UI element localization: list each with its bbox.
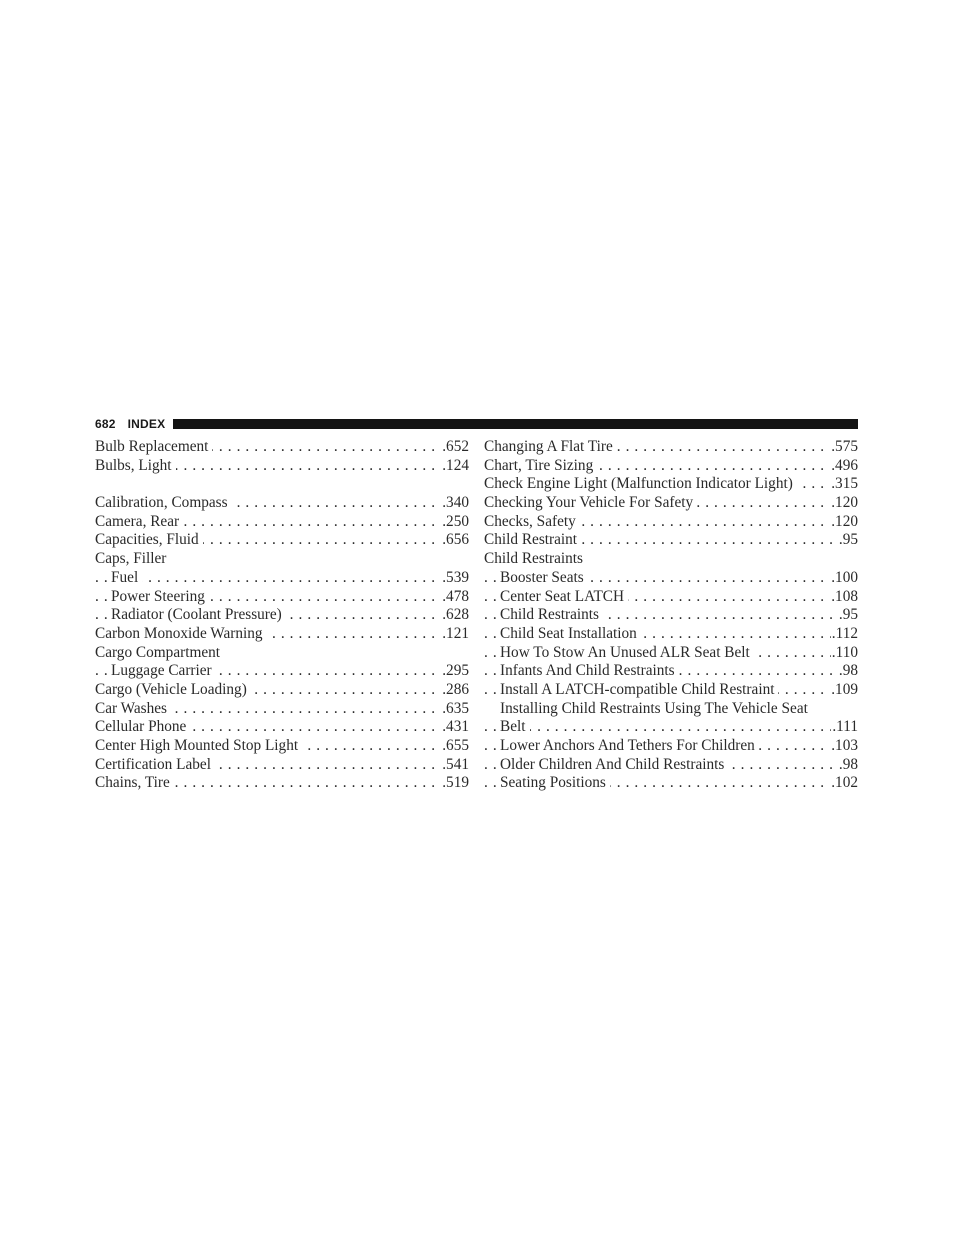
index-entry-label: Caps, Filler <box>95 550 170 567</box>
index-entry <box>484 475 858 494</box>
index-entry <box>95 644 469 663</box>
index-entry <box>95 457 469 476</box>
index-entry-page: .100 <box>831 568 858 586</box>
index-entry-page: .102 <box>831 774 858 792</box>
index-entry <box>95 756 469 775</box>
index-entry-page: .103 <box>831 737 858 754</box>
index-entry-label: Chains, Tire <box>95 774 174 791</box>
index-entry <box>95 494 469 513</box>
index-entry-page: .120 <box>831 494 858 512</box>
index-entry-page: .652 <box>442 438 469 455</box>
index-entry <box>484 700 858 719</box>
index-entry-page: .656 <box>442 531 469 549</box>
index-entry-label: Booster Seats <box>500 569 588 586</box>
index-entry <box>484 550 858 569</box>
index-entry-page: .655 <box>442 737 469 754</box>
index-entry-label: Child Restraint <box>484 531 581 548</box>
index-entry <box>95 531 469 550</box>
index-entry <box>95 700 469 719</box>
index-entry-label: Bulbs, Light <box>95 457 176 474</box>
index-entry-label: Lower Anchors And Tethers For Children <box>500 737 759 754</box>
index-entry <box>484 513 858 532</box>
index-column-right <box>484 438 858 793</box>
index-entry-label: Checking Your Vehicle For Safety <box>484 494 697 511</box>
index-entry-label: Certification Label <box>95 756 215 773</box>
index-entry-label: Child Restraints <box>500 606 603 623</box>
index-entry <box>484 457 858 476</box>
index-entry-label: Installing Child Restraints Using The Vehicle Seat <box>500 700 812 717</box>
index-entry-page: .496 <box>831 456 858 474</box>
index-entry-page: .109 <box>831 680 858 698</box>
index-entry-page: .431 <box>442 718 469 736</box>
page-number: 682 <box>95 417 116 431</box>
index-entry <box>95 662 469 681</box>
index-entry-label: Infants And Child Restraints <box>500 662 679 679</box>
index-entry <box>95 737 469 756</box>
index-entry-page: .628 <box>442 606 469 624</box>
index-entry-page: .95 <box>838 531 858 549</box>
index-entry-page: .286 <box>442 680 469 698</box>
index-entry-label: Install A LATCH-compatible Child Restraint <box>500 681 778 698</box>
index-entry-page: .340 <box>442 494 469 512</box>
index-entry-page: .120 <box>831 512 858 530</box>
index-entry <box>484 625 858 644</box>
index-entry-page: .110 <box>831 643 858 661</box>
section-title: INDEX <box>127 417 166 431</box>
index-entry-page: .575 <box>831 438 858 455</box>
index-entry-label: Seating Positions <box>500 774 610 791</box>
index-entry-label: Luggage Carrier <box>111 662 216 679</box>
index-entry <box>484 569 858 588</box>
index-entry-page: .635 <box>442 699 469 717</box>
index-entry <box>484 531 858 550</box>
index-entry-page: .124 <box>442 456 469 474</box>
index-column-left <box>95 438 469 793</box>
index-entry <box>484 644 858 663</box>
index-entry-label: Cellular Phone <box>95 718 190 735</box>
index-entry <box>95 550 469 569</box>
index-entry-page: .121 <box>442 624 469 642</box>
index-entry <box>95 681 469 700</box>
index-entry-label: Older Children And Child Restraints <box>500 756 728 773</box>
index-entry-label: How To Stow An Unused ALR Seat Belt <box>500 644 754 661</box>
index-entry-label: Car Washes <box>95 700 171 717</box>
index-entry-label: Cargo Compartment <box>95 644 224 661</box>
index-entry-page: .315 <box>831 475 858 493</box>
index-entry-page: .95 <box>838 606 858 624</box>
index-entry-page: .98 <box>838 662 858 680</box>
index-entry-page: .250 <box>442 512 469 530</box>
index-entry-page: .478 <box>442 587 469 605</box>
index-entry-page: .112 <box>831 624 858 642</box>
index-entry-label: Changing A Flat Tire <box>484 438 617 455</box>
index-entry-label: Carbon Monoxide Warning <box>95 625 267 642</box>
index-entry <box>95 588 469 607</box>
index-entry-label: Child Restraints <box>484 550 587 567</box>
index-entry <box>484 681 858 700</box>
index-entry-page: .295 <box>442 662 469 680</box>
index-entry <box>484 438 858 457</box>
index-entry-label: Child Seat Installation <box>500 625 641 642</box>
index-entry-label: Calibration, Compass <box>95 494 232 511</box>
index-entry <box>95 475 469 494</box>
index-entry-label: Center High Mounted Stop Light <box>95 737 302 754</box>
index-entry <box>484 494 858 513</box>
index-entry-page: .108 <box>831 587 858 605</box>
index-entry-label: Center Seat LATCH <box>500 588 628 605</box>
index-entry-label: Camera, Rear <box>95 513 183 530</box>
index-entry-page: .519 <box>442 774 469 792</box>
index-entry-label: Radiator (Coolant Pressure) <box>111 606 286 623</box>
index-entry-label: Checks, Safety <box>484 513 580 530</box>
index-entry <box>95 774 469 793</box>
index-entry-label: Cargo (Vehicle Loading) <box>95 681 251 698</box>
index-entry <box>484 588 858 607</box>
index-entry <box>484 756 858 775</box>
index-entry-label: Check Engine Light (Malfunction Indicator Light) <box>484 475 797 492</box>
index-entry-label: Bulb Replacement <box>95 438 212 455</box>
index-entry <box>484 606 858 625</box>
index-entry <box>95 569 469 588</box>
page-header <box>95 417 858 431</box>
index-entry-page: .111 <box>832 718 858 736</box>
index-entry <box>95 625 469 644</box>
index-entry <box>95 438 469 457</box>
index-entry <box>95 513 469 532</box>
header-rule <box>173 419 858 429</box>
index-entry-page: .539 <box>442 568 469 586</box>
index-entry <box>484 774 858 793</box>
index-entry <box>95 718 469 737</box>
index-entry <box>484 737 858 756</box>
index-entry-label: Belt <box>500 718 530 735</box>
index-entry-label: Power Steering <box>111 588 209 605</box>
index-entry-label: Capacities, Fluid <box>95 531 203 548</box>
index-entry-page: .541 <box>442 755 469 773</box>
index-entry-label: Fuel <box>111 569 142 586</box>
index-entry <box>484 718 858 737</box>
index-entry-label: Chart, Tire Sizing <box>484 457 597 474</box>
index-entry <box>484 662 858 681</box>
index-entry <box>95 606 469 625</box>
index-entry-page: .98 <box>838 755 858 773</box>
